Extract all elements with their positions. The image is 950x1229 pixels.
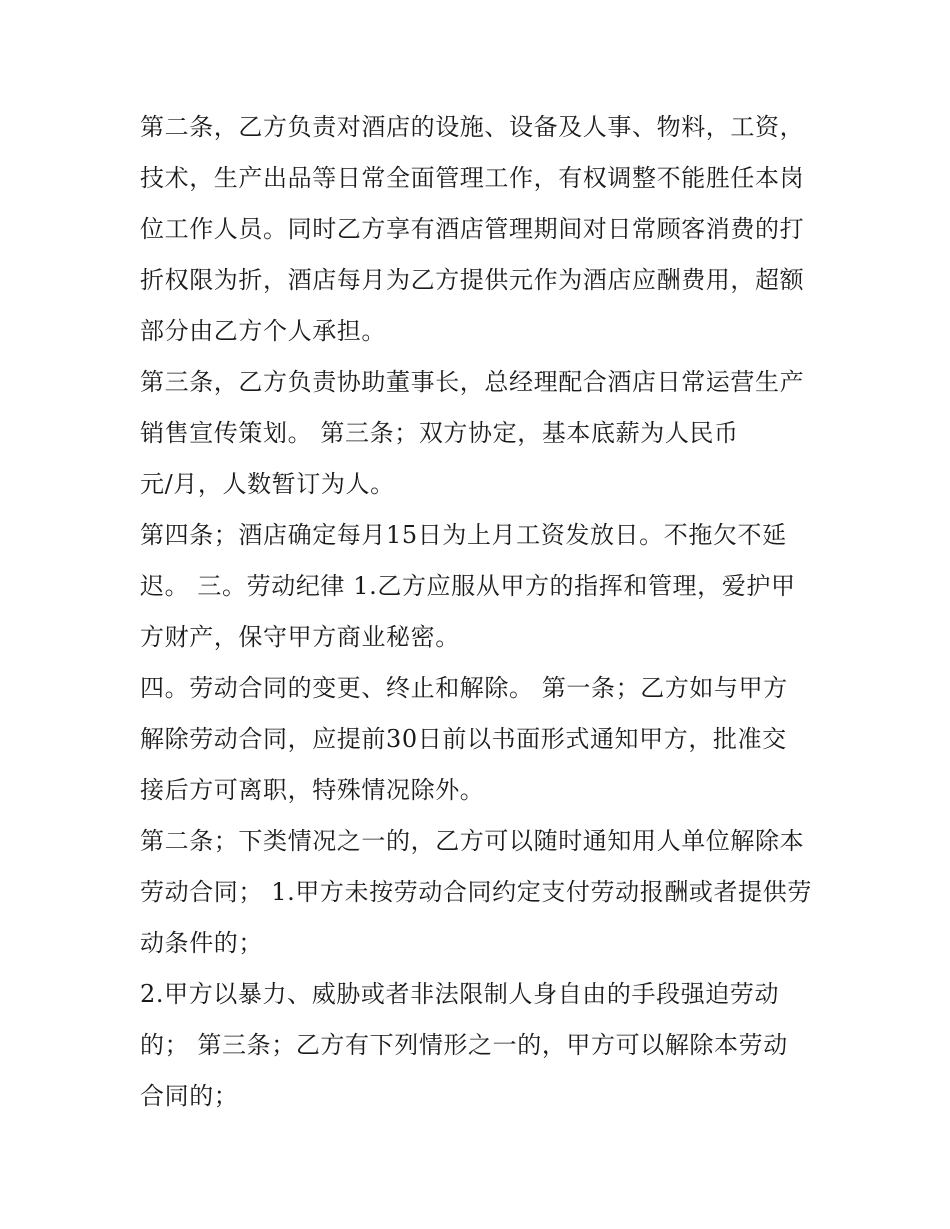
text-line: 动条件的； xyxy=(140,929,263,957)
document-body xyxy=(140,102,820,1122)
text-line: 技术，生产出品等日常全面管理工作，有权调整不能胜任本岗 xyxy=(140,164,805,192)
text-line: 四。劳动合同的变更、终止和解除。 第一条；乙方如与甲方 xyxy=(140,674,788,702)
text-line: 部分由乙方个人承担。 xyxy=(140,317,386,345)
text-line: 第三条，乙方负责协助董事长，总经理配合酒店日常运营生产 xyxy=(140,368,805,396)
text-line: 解除劳动合同，应提前30日前以书面形式通知甲方，批准交 xyxy=(140,725,787,753)
text-line: 元/月，人数暂订为人。 xyxy=(140,470,395,498)
text-line: 2.甲方以暴力、威胁或者非法限制人身自由的手段强迫劳动 xyxy=(140,980,780,1008)
text-line: 第四条；酒店确定每月15日为上月工资发放日。不拖欠不延 xyxy=(140,521,787,549)
text-line: 合同的； xyxy=(140,1082,239,1110)
text-line: 接后方可离职，特殊情况除外。 xyxy=(140,776,485,804)
text-line: 位工作人员。同时乙方享有酒店管理期间对日常顾客消费的打 xyxy=(140,215,805,243)
text-line: 的； 第三条；乙方有下列情形之一的，甲方可以解除本劳动 xyxy=(140,1031,788,1059)
text-line: 劳动合同； 1.甲方未按劳动合同约定支付劳动报酬或者提供劳 xyxy=(140,878,812,906)
text-line: 第二条；下类情况之一的，乙方可以随时通知用人单位解除本 xyxy=(140,827,805,855)
text-line: 迟。 三。劳动纪律 1.乙方应服从甲方的指挥和管理，爱护甲 xyxy=(140,572,796,600)
text-line: 销售宣传策划。 第三条；双方协定，基本底薪为人民币 xyxy=(140,419,739,447)
text-line: 第二条，乙方负责对酒店的设施、设备及人事、物料，工资， xyxy=(140,113,805,141)
text-line: 折权限为折，酒店每月为乙方提供元作为酒店应酬费用，超额 xyxy=(140,266,805,294)
text-line: 方财产，保守甲方商业秘密。 xyxy=(140,623,460,651)
